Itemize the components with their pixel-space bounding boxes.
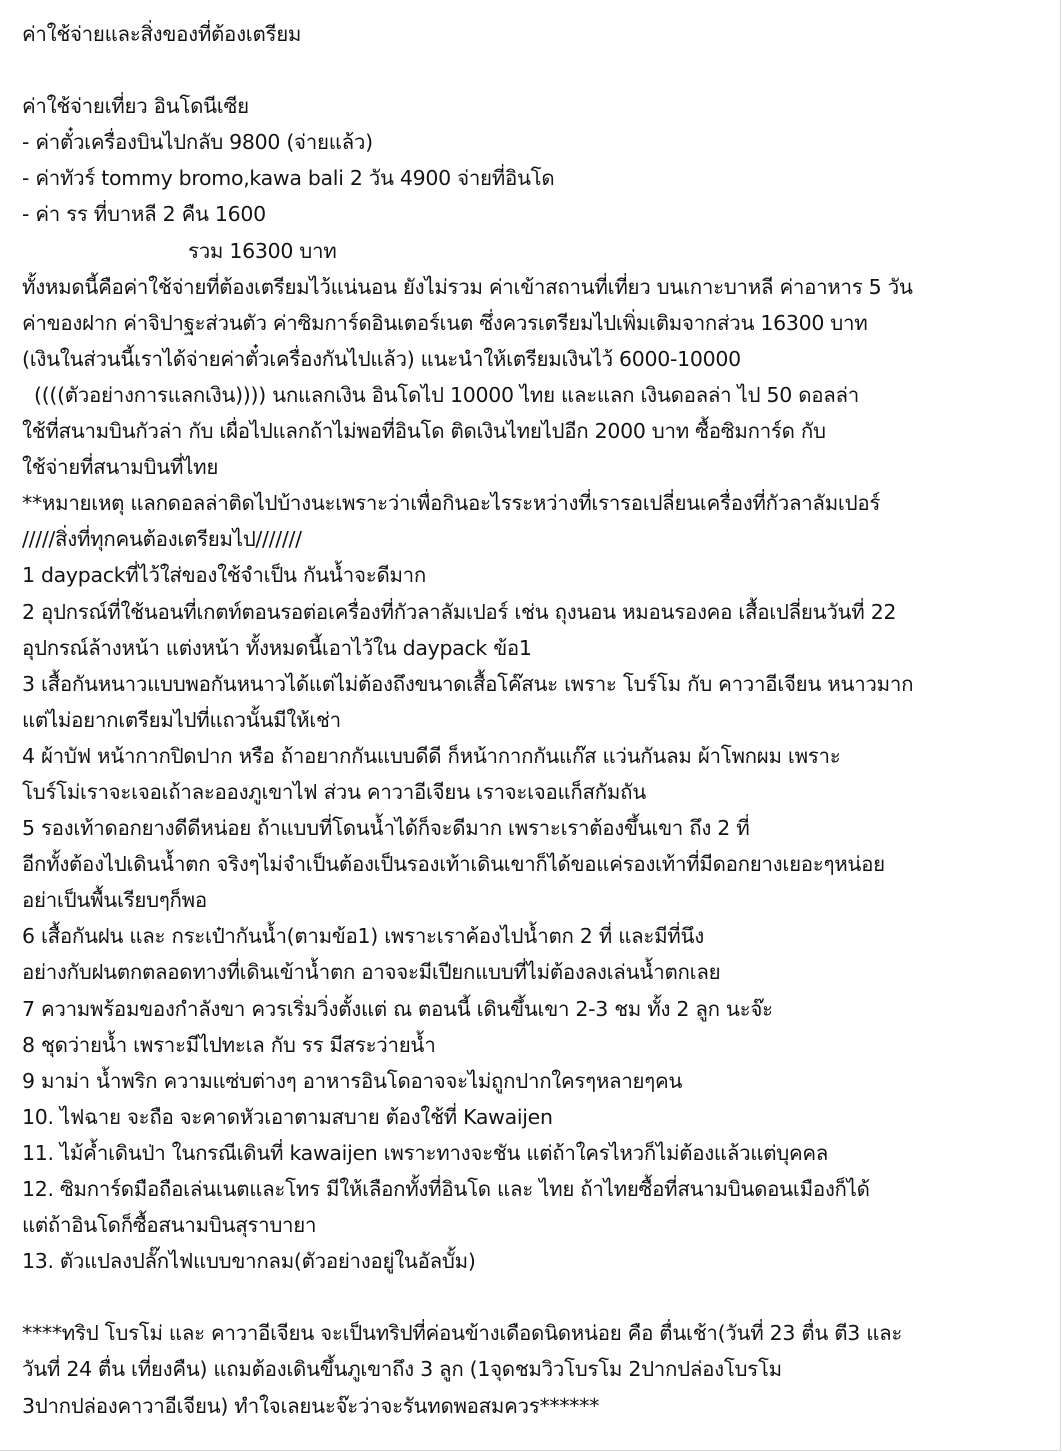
blank-line	[22, 1279, 1052, 1315]
blank-line	[22, 52, 1052, 88]
cost-item: - ค่าทัวร์ tommy bromo,kawa bali 2 วัน 4900 จ่ายที่อินโด	[22, 166, 555, 191]
note-line: ใช้ที่สนามบินกัวล่า กับ เผื่อไปแลกถ้าไม่พอที่อินโด ติดเงินไทยไปอีก 2000 บาท ซื้อซิมการ์ด กับ	[22, 419, 826, 444]
cost-heading: ค่าใช้จ่ายเที่ยว อินโดนีเซีย	[22, 94, 249, 119]
list-item: 11. ไม้ค้ำเดินป่า ในกรณีเดินที่ kawaijen เพราะทางจะชัน แต่ถ้าใครไหวก็ไม่ต้องแล้วแต่บุคคล	[22, 1140, 829, 1165]
list-item: อย่าเป็นพื้นเรียบๆก็พอ	[22, 888, 207, 913]
list-item: 13. ตัวแปลงปลั๊กไฟแบบขากลม(ตัวอย่างอยู่ในอัลบั้ม)	[22, 1249, 476, 1274]
list-item: 4 ผ้าบัฟ หน้ากากปิดปาก หรือ ถ้าอยากกันแบบดีดี ก็หน้ากากกันแก๊ส แว่นกันลม ผ้าโพกผม เพราะ	[22, 743, 841, 768]
list-item: แต่ถ้าอินโดก็ซื้อสนามบินสุราบายา	[22, 1213, 317, 1238]
note-line: **หมายเหตุ แลกดอลล่าติดไปบ้างนะเพราะว่าเพื่อกินอะไรระหว่างที่เรารอเปลี่ยนเครื่องที่กัวลาลัมเปอร์	[22, 491, 881, 516]
closing-line: ****ทริป โบรโม่ และ คาวาอีเจียน จะเป็นทริปที่ค่อนข้างเดือดนิดหน่อย คือ ตื่นเช้า(วันที่ 23 ตื่น ตี3 และ	[22, 1321, 903, 1346]
list-item: แต่ไม่อยากเตรียมไปที่แถวนั้นมีให้เช่า	[22, 707, 341, 732]
note-line: ใช้จ่ายที่สนามบินที่ไทย	[22, 455, 219, 480]
document-title: ค่าใช้จ่ายและสิ่งของที่ต้องเตรียม	[22, 22, 302, 46]
cost-item: - ค่า รร ที่บาหลี 2 คืน 1600	[22, 202, 266, 227]
list-item: 10. ไฟฉาย จะถือ จะคาดหัวเอาตามสบาย ต้องใช้ที่ Kawaijen	[22, 1104, 553, 1129]
list-item: 9 มาม่า น้ำพริก ความแซ่บต่างๆ อาหารอินโดอาจจะไม่ถูกปากใครๆหลายๆคน	[22, 1068, 683, 1093]
list-item: อุปกรณ์ล้างหน้า แต่งหน้า ทั้งหมดนี้เอาไว้ใน daypack ข้อ1	[22, 635, 532, 660]
list-item: 6 เสื้อกันฝน และ กระเป๋ากันน้ำ(ตามข้อ1) เพราะเราค้องไปน้ำตก 2 ที่ และมีที่นึง	[22, 924, 704, 949]
list-item: 5 รองเท้าดอกยางดีดีหน่อย ถ้าแบบที่โดนน้ำได้ก็จะดีมาก เพราะเราต้องขึ้นเขา ถึง 2 ที่	[22, 816, 750, 841]
note-line: ทั้งหมดนี้คือค่าใช้จ่ายที่ต้องเตรียมไว้แน่นอน ยังไม่รวม ค่าเข้าสถานที่เที่ยว บนเกาะบาหลี ค่าอาหาร 5 วัน	[22, 274, 913, 299]
list-item: 3 เสื้อกันหนาวแบบพอกันหนาวได้แต่ไม่ต้องถึงขนาดเสื้อโค๊สนะ เพราะ โบร์โม กับ คาวาอีเจียน หนาวมาก	[22, 671, 914, 696]
note-line: ((((ตัวอย่างการแลกเงิน)))) นกแลกเงิน อินโดไป 10000 ไทย และแลก เงินดอลล่า ไป 50 ดอลล่า	[34, 382, 859, 407]
closing-line: วันที่ 24 ตื่น เที่ยงคืน) แถมต้องเดินขึ้นภูเขาถึง 3 ลูก (1จุดชมวิวโบรโม 2ปากปล่องโบรโม	[22, 1357, 782, 1382]
list-item: 2 อุปกรณ์ที่ใช้นอนที่เกตท์ตอนรอต่อเครื่องที่กัวลาลัมเปอร์ เช่น ถุงนอน หมอนรองคอ เสื้อเปลี่ยนวันที่ 22	[22, 599, 897, 624]
document-body	[22, 16, 1052, 1424]
list-item: อีกทั้งต้องไปเดินน้ำตก จริงๆไม่จำเป็นต้องเป็นรองเท้าเดินเขาก็ได้ขอแค่รองเท้าที่มีดอกยางเยอะๆหน่อย	[22, 852, 885, 877]
cost-item: - ค่าตั๋วเครื่องบินไปกลับ 9800 (จ่ายแล้ว)	[22, 130, 373, 155]
cost-total: รวม 16300 บาท	[188, 238, 337, 263]
list-item: โบร์โม่เราจะเจอเถ้าละอองภูเขาไฟ ส่วน คาวาอีเจียน เราจะเจอแก็สกัมถัน	[22, 779, 646, 804]
closing-line: 3ปากปล่องคาวาอีเจียน) ทำใจเลยนะจ๊ะว่าจะรันทดพอสมควร******	[22, 1393, 600, 1418]
note-line: ค่าของฝาก ค่าจิปาฐะส่วนตัว ค่าซิมการ์ดอินเตอร์เนต ซึ่งควรเตรียมไปเพิ่มเติมจากส่วน 16300 บาท	[22, 310, 868, 335]
list-item: 8 ชุดว่ายน้ำ เพราะมีไปทะเล กับ รร มีสระว่ายน้ำ	[22, 1032, 436, 1057]
note-line: (เงินในส่วนนี้เราได้จ่ายค่าตั๋วเครื่องกันไปแล้ว) แนะนำให้เตรียมเงินไว้ 6000-10000	[22, 346, 741, 371]
section-heading: /////สิ่งที่ทุกคนต้องเตรียมไป///////	[22, 527, 302, 552]
list-item: 1 daypackที่ไว้ใส่ของใช้จำเป็น กันน้ำจะดีมาก	[22, 563, 426, 588]
list-item: 7 ความพร้อมของกำลังขา ควรเริ่มวิ่งตั้งแต่ ณ ตอนนี้ เดินขึ้นเขา 2-3 ชม ทั้ง 2 ลูก นะจ๊ะ	[22, 996, 773, 1021]
list-item: อย่างกับฝนตกตลอดทางที่เดินเข้าน้ำตก อาจจะมีเปียกแบบที่ไม่ต้องลงเล่นน้ำตกเลย	[22, 960, 721, 985]
list-item: 12. ซิมการ์ดมือถือเล่นเนตและโทร มีให้เลือกทั้งที่อินโด และ ไทย ถ้าไทยซื้อที่สนามบินดอนเมืองก็ได้	[22, 1177, 870, 1201]
